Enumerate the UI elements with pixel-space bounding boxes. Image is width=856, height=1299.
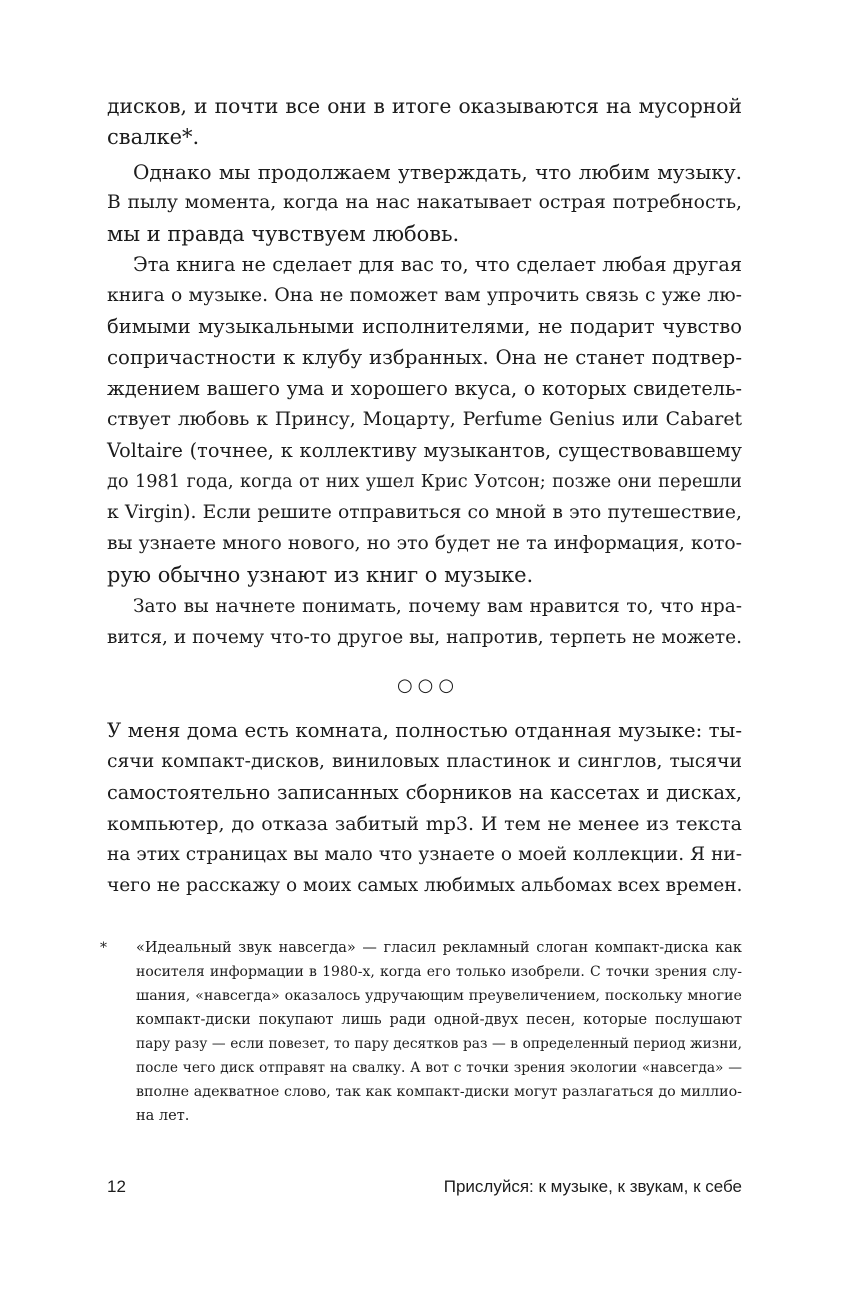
body-line: к Virgin). Если решите отправиться со мной в это путешествие, <box>107 502 742 523</box>
body-line: чего не расскажу о моих самых любимых альбомах всех времен. <box>107 875 743 896</box>
body-line: на этих страницах вы мало что узнаете о моей коллекции. Я ни- <box>107 844 742 865</box>
footnote-marker: * <box>100 940 107 956</box>
body-line: книга о музыке. Она не поможет вам упрочить связь с уже лю- <box>107 285 742 306</box>
body-line: Зато вы начнете понимать, почему вам нравится то, что нра- <box>133 596 742 617</box>
body-line: рую обычно узнают из книг о музыке. <box>107 563 534 587</box>
body-line: свалке*. <box>107 125 200 149</box>
footnote-line: шания, «навсегда» оказалось удручающим преувеличением, поскольку многие <box>136 988 742 1004</box>
footnote-line: после чего диск отправят на свалку. А вот с точки зрения экологии «навсегда» — <box>136 1060 742 1076</box>
running-title: Прислуйся: к музыке, к звукам, к себе <box>443 1177 742 1196</box>
body-line: самостоятельно записанных сборников на кассетах и дисках, <box>107 781 742 804</box>
footnote-line: на лет. <box>136 1108 190 1124</box>
body-line: ждением вашего ума и хорошего вкуса, о которых свидетель- <box>107 377 742 400</box>
body-line: мы и правда чувствуем любовь. <box>107 222 460 246</box>
footnote-line: пару разу — если повезет, то пару десятков раз — в определенный период жизни, <box>136 1036 742 1052</box>
footnote-line: вполне адекватное слово, так как компакт-диски могут разлагаться до миллио- <box>136 1084 742 1100</box>
page-number: 12 <box>107 1177 126 1196</box>
body-line: сячи компакт-дисков, виниловых пластинок и синглов, тысячи <box>107 751 742 772</box>
body-line: ствует любовь к Принсу, Моцарту, Perfume Genius или Cabaret <box>107 409 742 430</box>
footnote-line: компакт-диски покупают лишь ради одной-двух песен, которые послушают <box>136 1012 742 1028</box>
body-line: до 1981 года, когда от них ушел Крис Уотсон; позже они перешли <box>107 472 742 492</box>
footnote-line: носителя информации в 1980-х, когда его только изобрели. С точки зрения слу- <box>136 964 742 980</box>
body-line: У меня дома есть комната, полностью отданная музыке: ты- <box>107 719 742 742</box>
body-line: дисков, и почти все они в итоге оказываются на мусорной <box>107 94 742 118</box>
body-line: вы узнаете много нового, но это будет не та информация, кото- <box>107 533 742 554</box>
body-line: бимыми музыкальными исполнителями, не подарит чувство <box>107 315 742 338</box>
footnote-line: «Идеальный звук навсегда» — гласил рекламный слоган компакт-диска как <box>136 940 742 956</box>
body-line: Однако мы продолжаем утверждать, что любим музыку. <box>133 160 742 184</box>
body-line: Voltaire (точнее, к коллективу музыкантов, существовавшему <box>107 439 742 462</box>
body-line: вится, и почему что-то другое вы, напротив, терпеть не можете. <box>107 627 742 648</box>
body-line: Эта книга не сделает для вас то, что сделает любая другая <box>133 253 742 276</box>
body-line: компьютер, до отказа забитый mp3. И тем не менее из текста <box>107 813 742 835</box>
body-line: В пылу момента, когда на нас накатывает острая потребность, <box>107 192 742 213</box>
section-separator: ○○○ <box>396 675 460 696</box>
body-line: сопричастности к клубу избранных. Она не станет подтвер- <box>107 346 742 369</box>
